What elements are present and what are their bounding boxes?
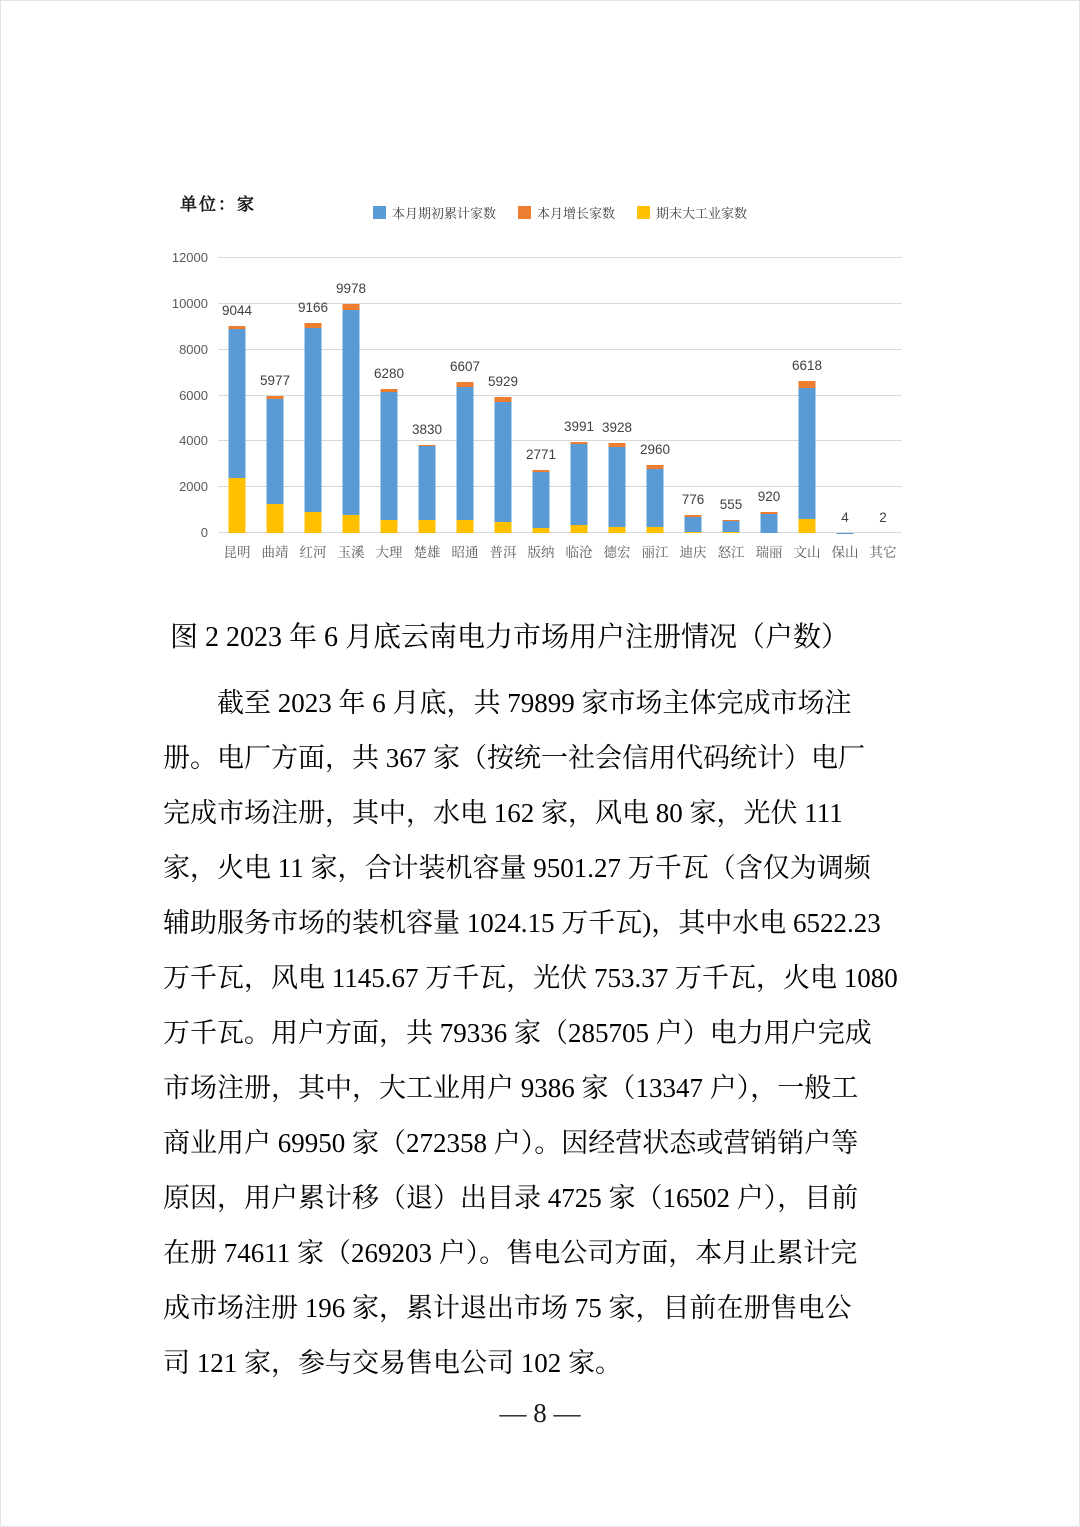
- chart-plot-area: [171, 250, 902, 540]
- bar-growth-segment: [305, 323, 322, 328]
- x-axis-label-文山: 文山: [793, 545, 821, 560]
- body-line-7: 万千瓦。用户方面，共 79336 家（285705 户）电力用户完成: [163, 1018, 872, 1048]
- bar-普洱: [495, 397, 512, 533]
- bar-文山: [799, 381, 816, 533]
- bar-industry-segment: [723, 532, 740, 533]
- bar-industry-segment: [229, 478, 246, 533]
- y-axis-tick-label: 8000: [179, 341, 208, 357]
- body-line-8: 市场注册，其中，大工业用户 9386 家（13347 户），一般工: [163, 1073, 859, 1103]
- bar-value-label: 5977: [259, 373, 291, 389]
- body-line-5: 辅助服务市场的装机容量 1024.15 万千瓦)，其中水电 6522.23: [163, 908, 881, 938]
- bar-曲靖: [267, 396, 284, 533]
- body-line-1: 截至 2023 年 6 月底，共 79899 家市场主体完成市场注: [217, 688, 852, 718]
- bar-value-label: 920: [757, 488, 781, 504]
- bar-slot-迪庆: [674, 258, 712, 533]
- legend-label: 本月增长家数: [536, 206, 615, 221]
- x-axis-label-曲靖: 曲靖: [261, 545, 289, 560]
- y-axis-tick-label: 4000: [179, 433, 208, 449]
- bar-growth-segment: [229, 326, 246, 329]
- x-axis-label-楚雄: 楚雄: [413, 545, 441, 560]
- chart-x-axis-labels: [218, 541, 902, 561]
- bar-玉溪: [343, 304, 360, 533]
- x-axis-label-迪庆: 迪庆: [679, 545, 707, 560]
- bar-slot-曲靖: [256, 258, 294, 533]
- x-axis-label-大理: 大理: [375, 545, 403, 560]
- bar-大理: [381, 389, 398, 533]
- bar-value-label: 3991: [563, 418, 595, 434]
- legend-swatch-icon: [373, 206, 386, 219]
- bar-slot-昭通: [446, 258, 484, 533]
- bar-value-label: 6607: [449, 358, 481, 374]
- bar-growth-segment: [761, 512, 778, 514]
- bar-怒江: [723, 520, 740, 533]
- y-axis-tick-label: 2000: [179, 479, 208, 495]
- bar-昭通: [457, 382, 474, 533]
- bar-value-label: 6618: [791, 358, 823, 374]
- bar-value-label: 5929: [487, 374, 519, 390]
- x-axis-label-红河: 红河: [299, 545, 327, 560]
- bar-industry-segment: [267, 504, 284, 533]
- bar-industry-segment: [685, 532, 702, 533]
- x-axis-label-临沧: 临沧: [565, 545, 593, 560]
- body-line-12: 成市场注册 196 家，累计退出市场 75 家，目前在册售电公: [163, 1293, 852, 1323]
- page-number: — 8 —: [499, 1398, 581, 1428]
- bar-value-label: 9166: [297, 299, 329, 315]
- bar-growth-segment: [647, 465, 664, 469]
- bar-slot-楚雄: [408, 258, 446, 533]
- bar-迪庆: [685, 515, 702, 533]
- bar-slot-临沧: [560, 258, 598, 533]
- bar-growth-segment: [419, 445, 436, 446]
- bar-value-label: 3928: [601, 419, 633, 435]
- x-axis-label-玉溪: 玉溪: [337, 545, 365, 560]
- legend-swatch-icon: [518, 206, 531, 219]
- bar-industry-segment: [381, 520, 398, 533]
- bar-value-label: 555: [719, 497, 743, 513]
- bar-slot-玉溪: [332, 258, 370, 533]
- bar-丽江: [647, 465, 664, 533]
- bar-industry-segment: [495, 522, 512, 533]
- x-axis-label-保山: 保山: [831, 545, 859, 560]
- bar-industry-segment: [419, 520, 436, 533]
- bar-slot-丽江: [636, 258, 674, 533]
- bar-industry-segment: [305, 512, 322, 533]
- bar-industry-segment: [647, 527, 664, 533]
- body-line-13: 司 121 家，参与交易售电公司 102 家。: [163, 1348, 622, 1378]
- body-text: [163, 676, 927, 1391]
- bar-slot-大理: [370, 258, 408, 533]
- body-line-6: 万千瓦，风电 1145.67 万千瓦，光伏 753.37 万千瓦，火电 1080: [163, 963, 898, 993]
- bar-value-label: 2771: [525, 446, 557, 462]
- bar-value-label: 9978: [335, 281, 367, 297]
- bar-slot-瑞丽: [750, 258, 788, 533]
- bar-growth-segment: [343, 304, 360, 309]
- chart-legend: [218, 203, 902, 222]
- body-line-11: 在册 74611 家（269203 户）。售电公司方面，本月止累计完: [163, 1238, 858, 1268]
- x-axis-label-德宏: 德宏: [603, 545, 631, 560]
- x-axis-label-昭通: 昭通: [451, 545, 479, 560]
- bar-value-label: 4: [841, 509, 849, 525]
- x-axis-label-版纳: 版纳: [527, 545, 555, 560]
- bar-slot-怒江: [712, 258, 750, 533]
- bar-slot-保山: [826, 258, 864, 533]
- bar-industry-segment: [609, 527, 626, 533]
- legend-swatch-icon: [637, 206, 650, 219]
- legend-item-1: [518, 203, 615, 222]
- bar-版纳: [533, 470, 550, 534]
- x-axis-label-普洱: 普洱: [489, 545, 517, 560]
- bar-growth-segment: [457, 382, 474, 387]
- legend-label: 期末大工业家数: [656, 206, 748, 221]
- bar-瑞丽: [761, 512, 778, 533]
- bar-楚雄: [419, 445, 436, 533]
- bar-industry-segment: [571, 525, 588, 533]
- x-axis-label-昆明: 昆明: [223, 545, 251, 560]
- bar-slot-文山: [788, 258, 826, 533]
- bar-growth-segment: [571, 442, 588, 445]
- y-axis-tick-label: 0: [200, 525, 208, 540]
- bar-value-label: 6280: [373, 366, 405, 382]
- bar-value-label: 776: [681, 492, 705, 508]
- body-line-3: 完成市场注册，其中，水电 162 家，风电 80 家，光伏 111: [163, 798, 843, 828]
- body-line-10: 原因，用户累计移（退）出目录 4725 家（16502 户），目前: [163, 1183, 859, 1213]
- bar-growth-segment: [267, 396, 284, 399]
- bar-industry-segment: [799, 519, 816, 533]
- x-axis-label-瑞丽: 瑞丽: [755, 545, 783, 560]
- bar-growth-segment: [381, 389, 398, 392]
- bar-slot-昆明: [218, 258, 256, 533]
- bar-德宏: [609, 443, 626, 533]
- bar-industry-segment: [533, 528, 550, 533]
- body-line-2: 册。电厂方面，共 367 家（按统一社会信用代码统计）电厂: [163, 743, 865, 773]
- bar-growth-segment: [533, 470, 550, 473]
- y-axis-tick-label: 6000: [179, 387, 208, 403]
- bar-红河: [305, 323, 322, 533]
- x-axis-label-怒江: 怒江: [717, 545, 745, 560]
- figure-caption: 图 2 2023 年 6 月底云南电力市场用户注册情况（户数）: [170, 622, 850, 653]
- bar-slot-其它: [864, 258, 902, 533]
- body-line-4: 家，火电 11 家，合计装机容量 9501.27 万千瓦（含仅为调频: [163, 853, 871, 883]
- bar-value-label: 2: [879, 509, 887, 525]
- bar-growth-segment: [495, 397, 512, 402]
- y-axis-tick-label: 10000: [171, 295, 208, 311]
- bar-growth-segment: [609, 443, 626, 447]
- bar-value-label: 3830: [411, 422, 443, 438]
- bar-slot-红河: [294, 258, 332, 533]
- bar-value-label: 9044: [221, 302, 253, 318]
- bar-slot-普洱: [484, 258, 522, 533]
- bar-临沧: [571, 442, 588, 533]
- bar-value-label: 2960: [639, 442, 671, 458]
- bar-slot-版纳: [522, 258, 560, 533]
- bar-slot-德宏: [598, 258, 636, 533]
- x-axis-label-其它: 其它: [869, 545, 897, 560]
- legend-item-2: [637, 203, 747, 222]
- bar-昆明: [229, 326, 246, 533]
- y-axis-tick-label: 12000: [171, 250, 208, 265]
- body-line-9: 商业用户 69950 家（272358 户）。因经营状态或营销销户等: [163, 1128, 859, 1158]
- bar-industry-segment: [457, 520, 474, 533]
- legend-item-0: [373, 203, 496, 222]
- bar-growth-segment: [685, 515, 702, 517]
- x-axis-label-丽江: 丽江: [641, 545, 669, 560]
- bar-industry-segment: [343, 515, 360, 533]
- chart-unit-label: 单位：家: [180, 195, 256, 214]
- bar-growth-segment: [723, 520, 740, 521]
- bar-growth-segment: [799, 381, 816, 387]
- legend-label: 本月期初累计家数: [391, 206, 496, 221]
